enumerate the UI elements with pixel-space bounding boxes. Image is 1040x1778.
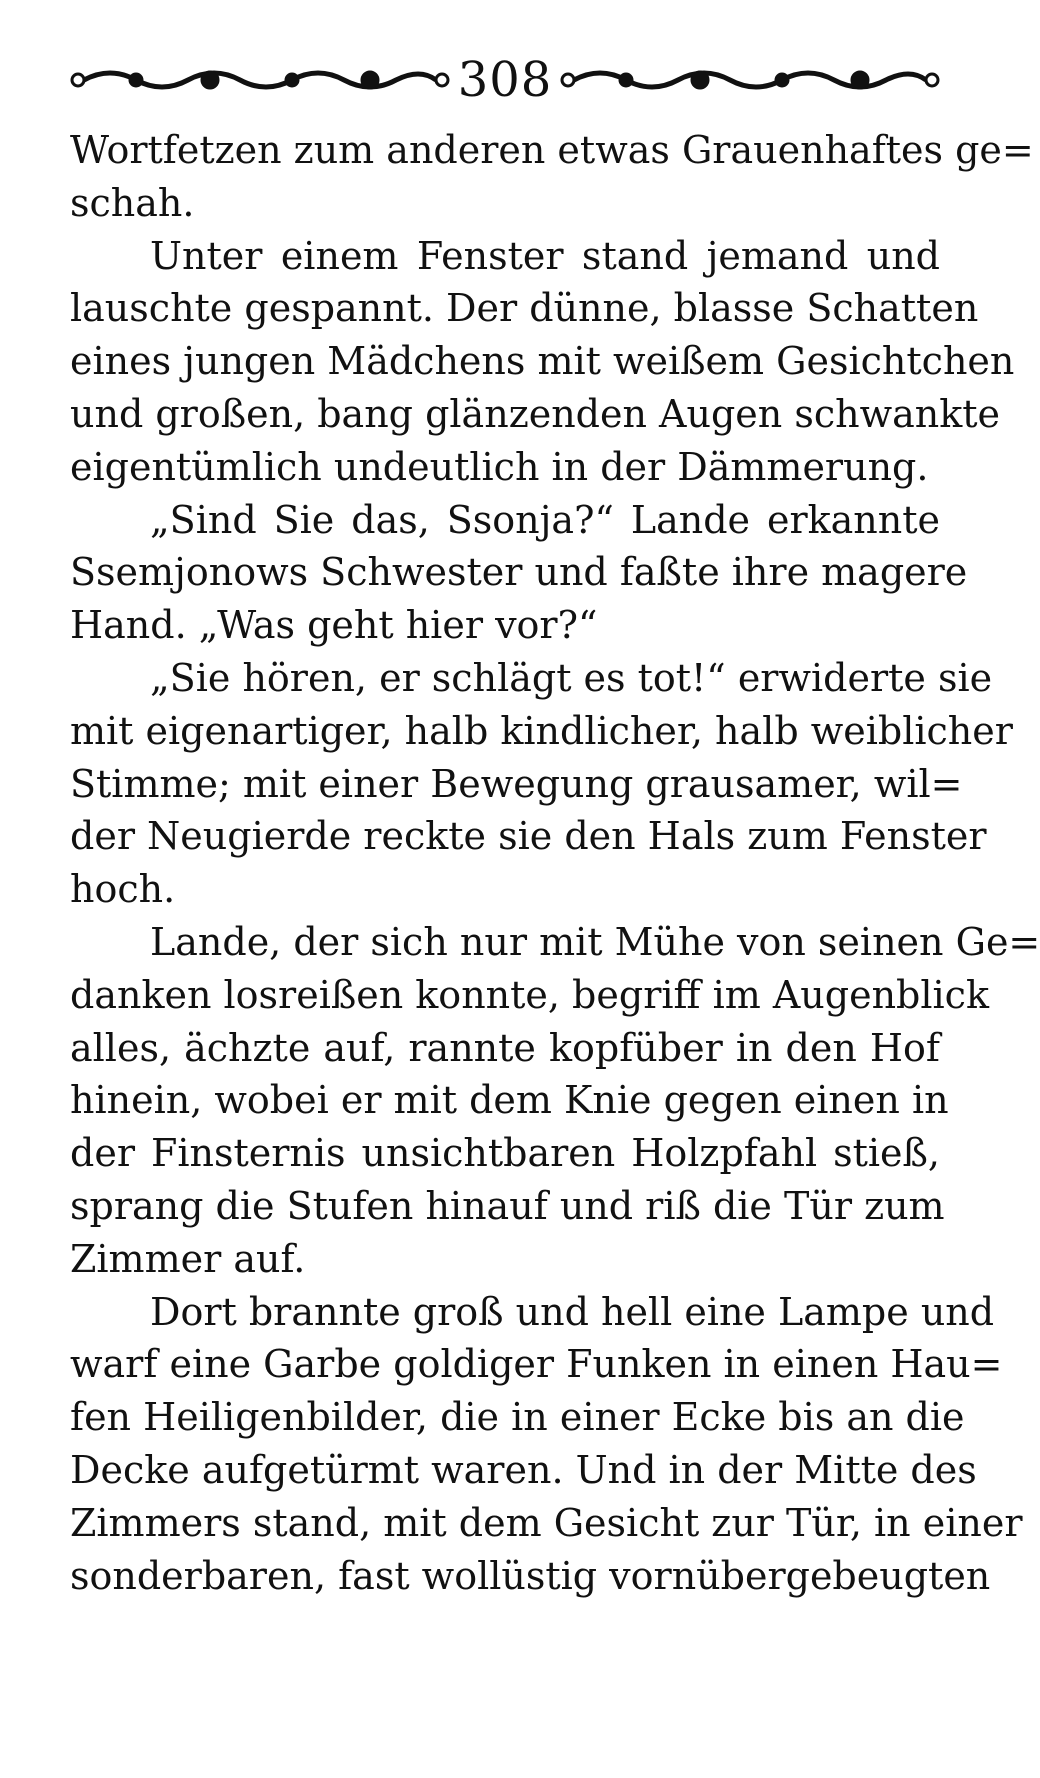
text-line: hinein, wobei er mit dem Knie gegen einen in [70,1078,949,1123]
text-line: „Sie hören, er schlägt es tot!“ erwiderte sie [150,655,993,700]
text-line: fen Heiligenbilder, die in einer Ecke bis an die [70,1395,965,1440]
text-line: Unter einem Fenster stand jemand und [150,233,940,278]
page-number: 308 [457,52,553,108]
text-line: alles, ächzte auf, rannte kopfüber in den Hof [70,1025,940,1070]
text-line: der Finsternis unsichtbaren Holzpfahl stieß, [70,1131,940,1176]
text-line: eines jungen Mädchens mit weißem Gesichtchen [70,339,1015,384]
text-line: eigentümlich undeutlich in der Dämmerung. [70,444,929,489]
body-text [70,124,1040,1602]
text-line: hoch. [70,867,176,912]
text-line: „Sind Sie das, Ssonja?“ Lande erkannte [150,497,940,542]
text-line: mit eigenartiger, halb kindlicher, halb weiblicher [70,708,1013,753]
text-line: Zimmer auf. [70,1236,306,1281]
text-line: lauschte gespannt. Der dünne, blasse Schatten [70,286,979,331]
text-line: sprang die Stufen hinauf und riß die Tür zum [70,1183,945,1228]
text-line: Stimme; mit einer Bewegung grausamer, wil= [70,761,963,806]
text-line: Wortfetzen zum anderen etwas Grauenhaftes ge= [70,128,1034,172]
text-line: danken losreißen konnte, begriff im Augenblick [70,972,989,1017]
text-line: sonderbaren, fast wollüstig vornübergebeugten [70,1553,991,1598]
ornament-right-icon [560,60,940,100]
ornament-left-icon [70,60,450,100]
text-line: Lande, der sich nur mit Mühe von seinen Ge= [150,919,1040,964]
text-line: der Neugierde reckte sie den Hals zum Fenster [70,814,987,859]
text-line: Hand. „Was geht hier vor?“ [70,603,598,648]
text-line: Decke aufgetürmt waren. Und in der Mitte des [70,1447,977,1492]
text-line: Dort brannte groß und hell eine Lampe und [150,1289,995,1334]
text-line: warf eine Garbe goldiger Funken in einen Hau= [70,1342,1003,1387]
text-line: Zimmers stand, mit dem Gesicht zur Tür, in einer [70,1500,1023,1545]
text-line: schah. [70,180,195,225]
text-line: Ssemjonows Schwester und faßte ihre magere [70,550,968,595]
text-line: und großen, bang glänzenden Augen schwankte [70,391,1001,436]
page-header [70,40,940,120]
